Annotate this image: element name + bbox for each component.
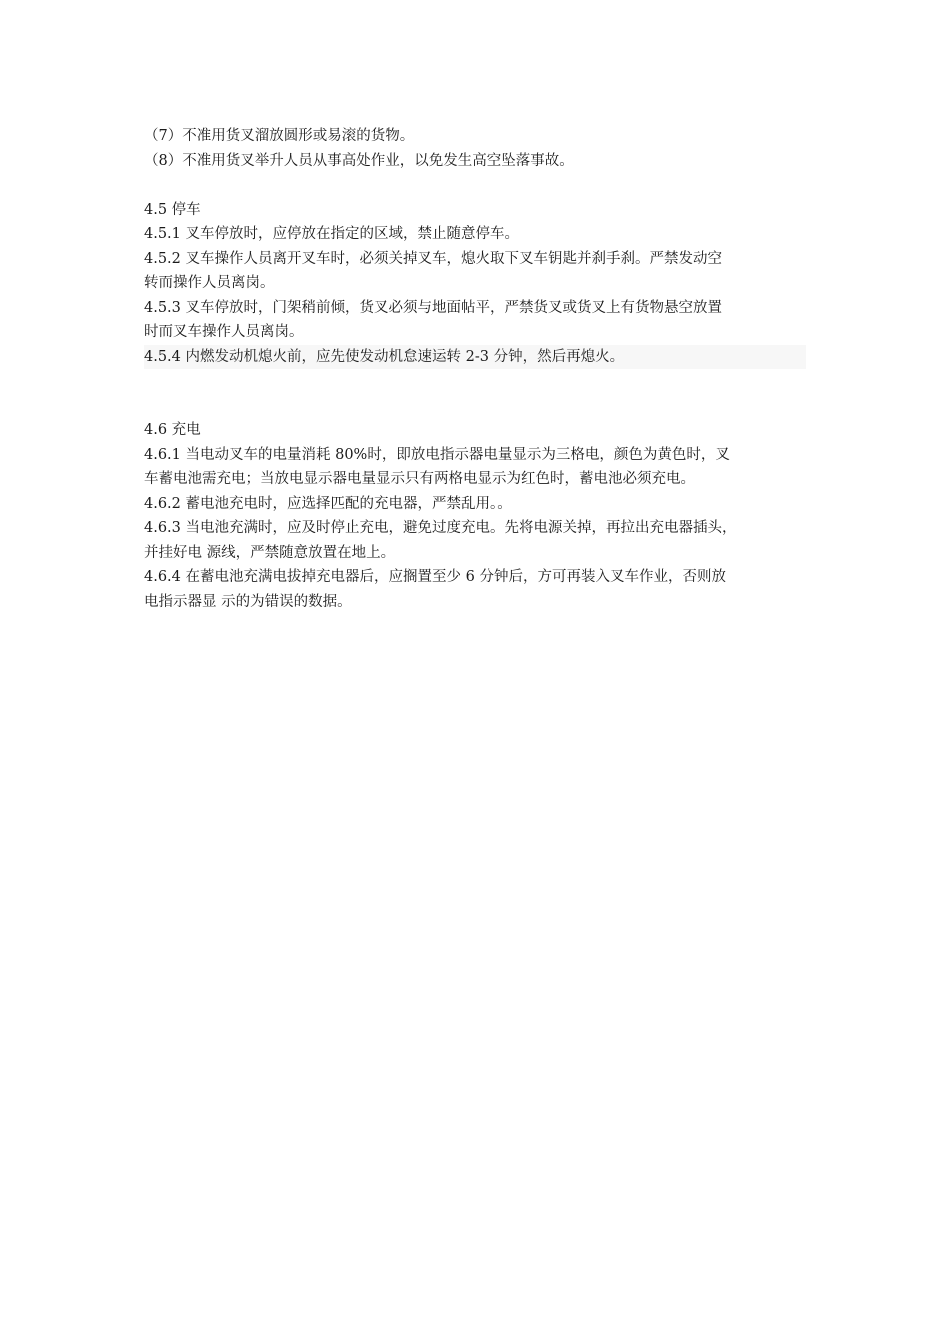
section-heading: 4.5 停车 (144, 201, 201, 218)
spacer (144, 173, 816, 198)
section-heading: 4.6 充电 (144, 422, 201, 438)
paragraph-line: 时而叉车操作人员离岗。 (144, 324, 304, 340)
paragraph-4-5-2 (144, 247, 816, 296)
paragraph-line: 并挂好电 源线，严禁随意放置在地上。 (144, 544, 396, 561)
section-4-5 (144, 198, 816, 370)
paragraph-4-6-3 (144, 516, 816, 565)
paragraph-line: 4.5.2 叉车操作人员离开叉车时，必须关掉叉车，熄火取下叉车钥匙并刹手刹。严禁发动空 (144, 250, 722, 267)
paragraph-4-5-3 (144, 296, 816, 345)
paragraph-line: 4.5.3 叉车停放时，门架稍前倾，货叉必须与地面帖平，严禁货叉或货叉上有货物悬空放置 (144, 299, 722, 316)
paragraph-4-5-1: 4.5.1 叉车停放时，应停放在指定的区域，禁止随意停车。 (144, 226, 520, 242)
paragraph-4-6-4 (144, 565, 816, 614)
paragraph-4-6-2: 4.6.2 蓄电池充电时，应选择匹配的充电器，严禁乱用。。 (144, 495, 512, 512)
paragraph-line: 4.6.1 当电动叉车的电量消耗 80%时，即放电指示器电量显示为三格电，颜色为黄色时，叉 (144, 446, 730, 463)
paragraph-line: 电指示器显 示的为错误的数据。 (144, 593, 352, 610)
paragraph-line: 转而操作人员离岗。 (144, 275, 275, 291)
paragraph-4-6-1 (144, 443, 816, 492)
item-8: （8）不准用货叉举升人员从事高处作业，以免发生高空坠落事故。 (144, 152, 574, 169)
section-4-6 (144, 418, 816, 614)
document-body (144, 124, 816, 614)
paragraph-line: 4.6.3 当电池充满时，应及时停止充电，避免过度充电。先将电源关掉，再拉出充电器插头， (144, 520, 737, 536)
paragraph-line: 4.6.4 在蓄电池充满电拔掉充电器后，应搁置至少 6 分钟后，方可再装入叉车作业，否则放 (144, 569, 726, 585)
item-7: （7）不准用货叉溜放圆形或易滚的货物。 (144, 128, 415, 144)
spacer (144, 369, 816, 418)
paragraph-4-5-4: 4.5.4 内燃发动机熄火前，应先使发动机怠速运转 2-3 分钟，然后再熄火。 (144, 345, 806, 370)
paragraph-line: 车蓄电池需充电；当放电显示器电量显示只有两格电显示为红色时，蓄电池必须充电。 (144, 471, 695, 487)
